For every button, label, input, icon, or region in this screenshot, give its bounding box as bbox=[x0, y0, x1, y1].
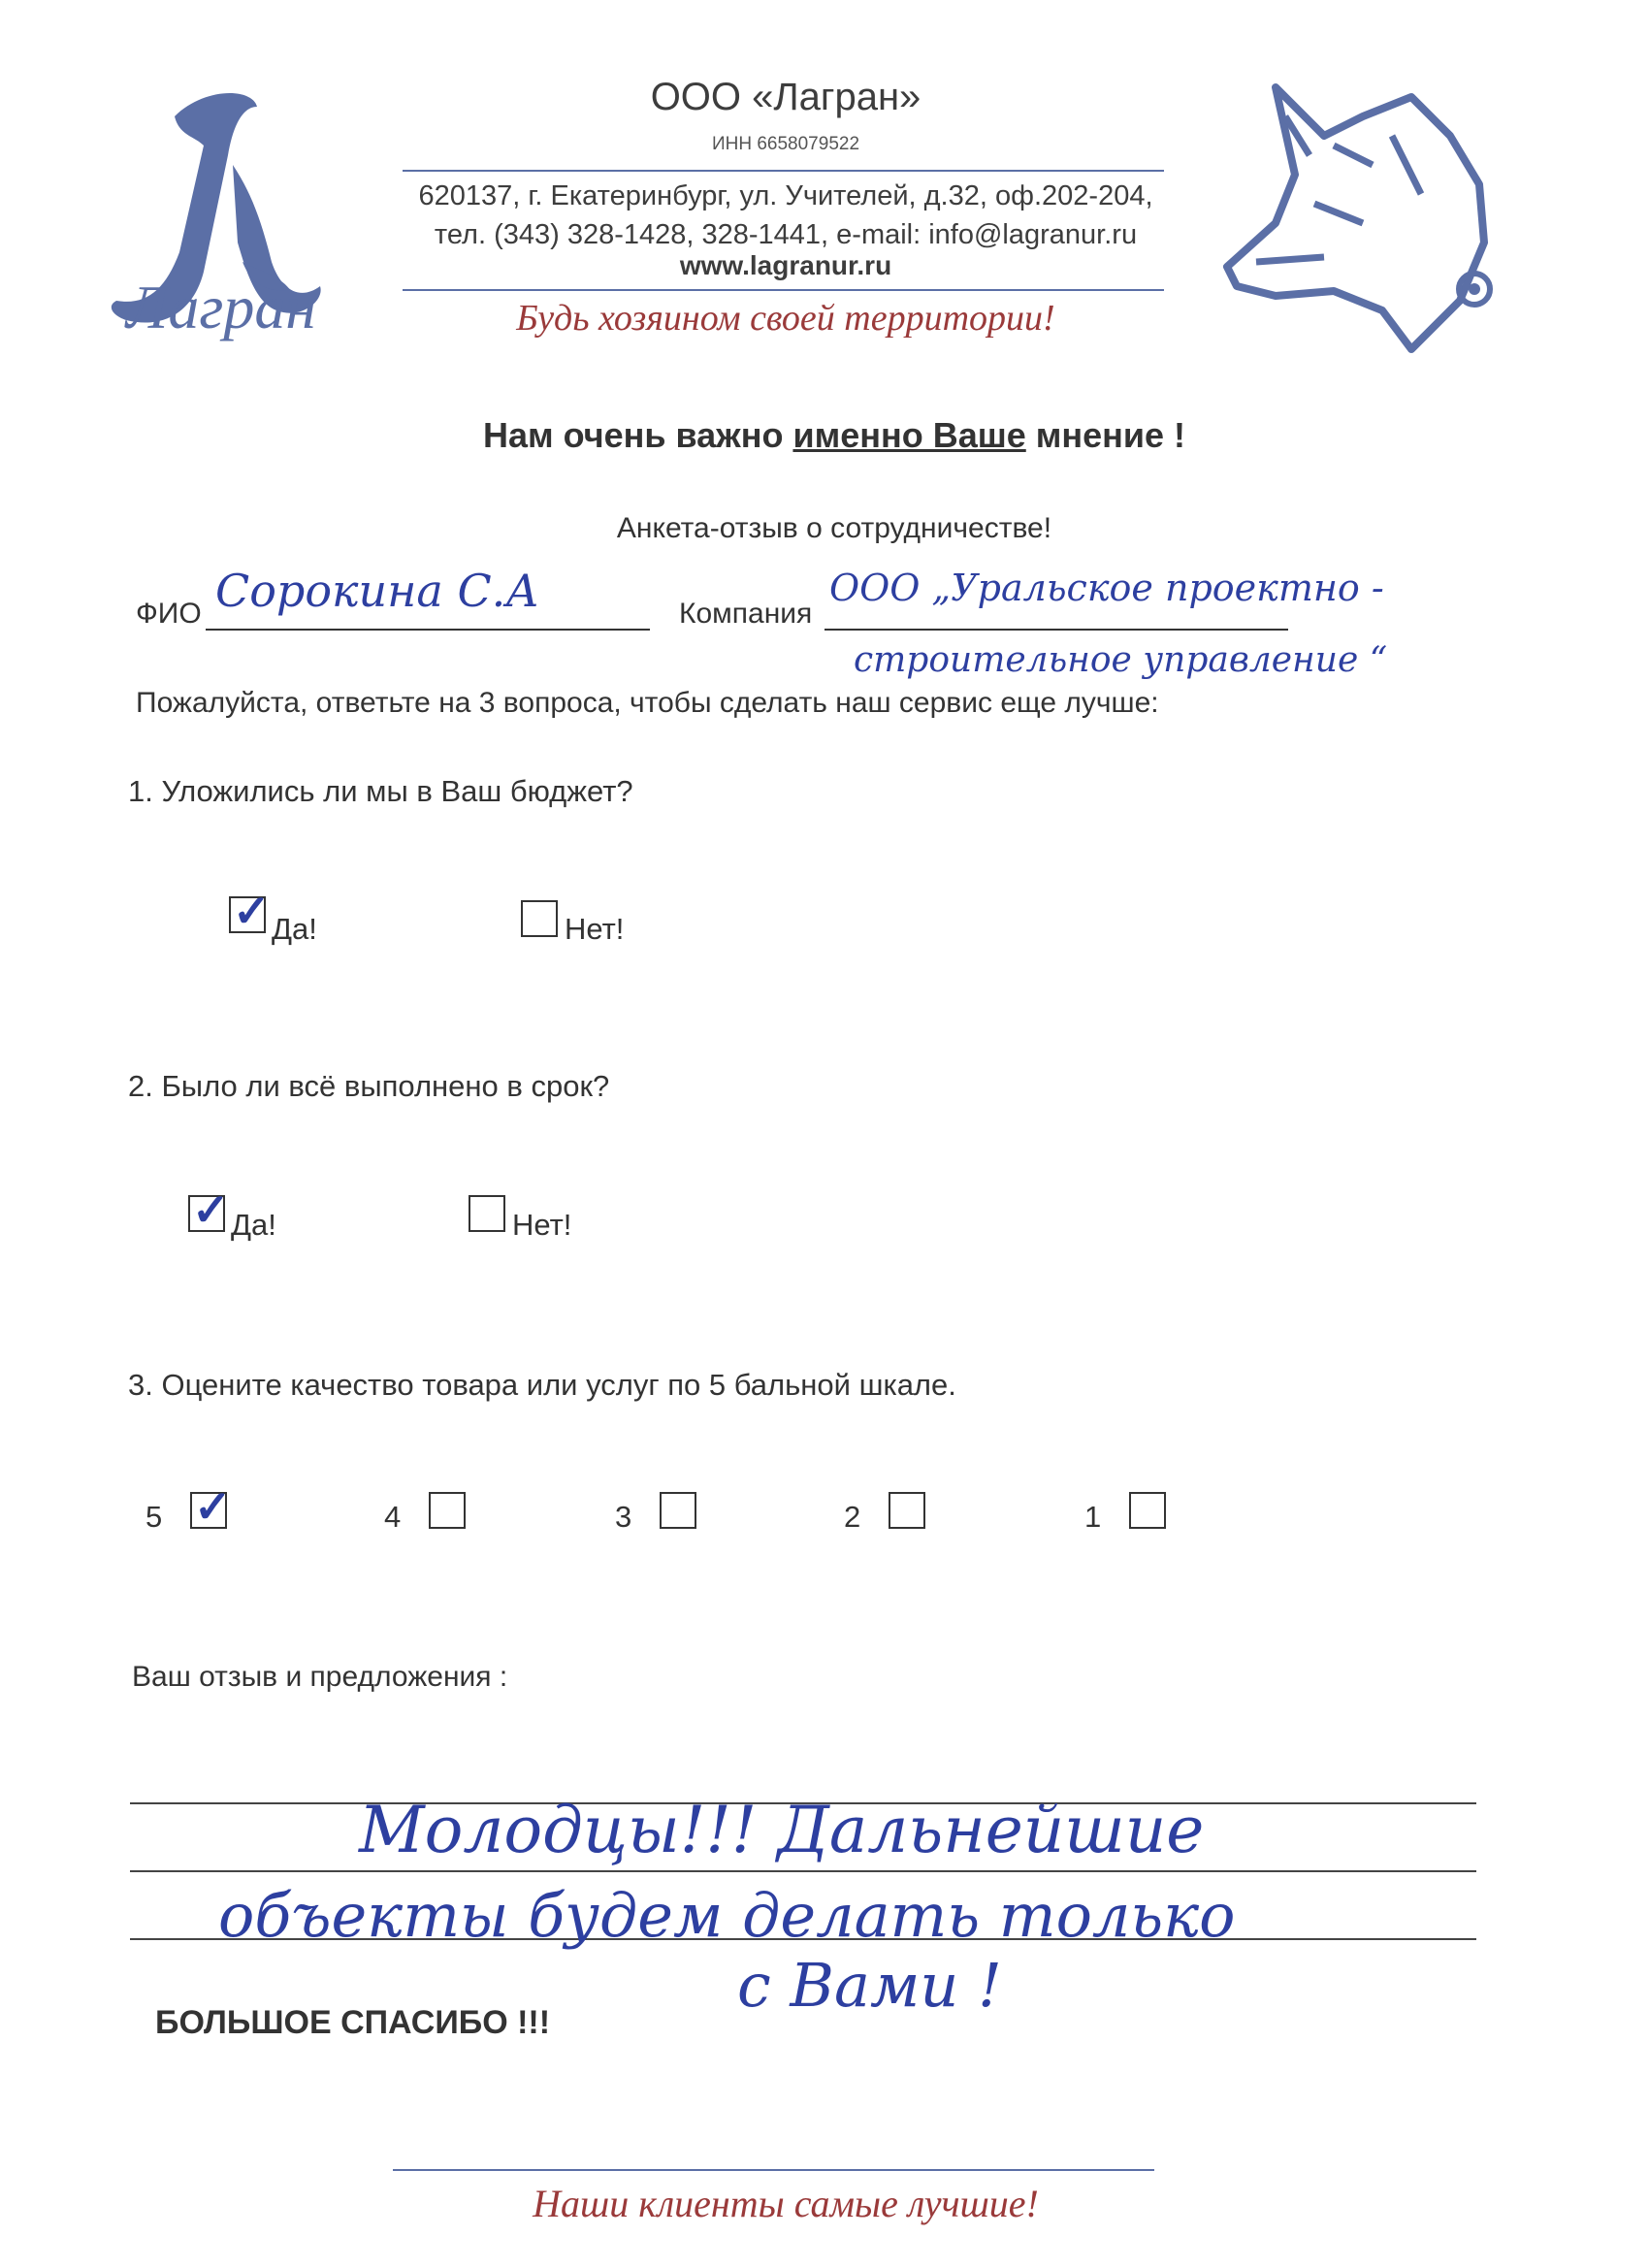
intro-text: Пожалуйста, ответьте на 3 вопроса, чтобы сделать наш сервис еще лучше: bbox=[136, 687, 1159, 719]
rating-2-checkbox[interactable] bbox=[889, 1492, 925, 1529]
q2-no-label: Нет! bbox=[512, 1208, 572, 1242]
checkmark-icon: ✓ bbox=[233, 886, 271, 936]
footer-divider bbox=[393, 2169, 1154, 2171]
rating-3-label: 3 bbox=[615, 1500, 632, 1534]
q2-yes-label: Да! bbox=[231, 1208, 276, 1242]
company-address bbox=[388, 177, 1183, 254]
lagran-logo bbox=[58, 78, 378, 359]
q1-no-checkbox[interactable] bbox=[521, 900, 558, 937]
rating-1-checkbox[interactable] bbox=[1129, 1492, 1166, 1529]
feedback-label: Ваш отзыв и предложения : bbox=[132, 1661, 508, 1693]
company-value-continued: строительное управление “ bbox=[854, 640, 1388, 680]
q2-no-checkbox[interactable] bbox=[469, 1195, 505, 1232]
rating-1-label: 1 bbox=[1084, 1500, 1102, 1534]
q1-yes-label: Да! bbox=[272, 912, 317, 946]
page-title bbox=[291, 415, 1377, 456]
question-3: 3. Оцените качество товара или услуг по 5 бальной шкале. bbox=[128, 1368, 956, 1402]
feedback-text-line1: Молодцы!!! Дальнейшие bbox=[359, 1793, 1205, 1867]
feedback-text-line2: объекты будем делать только bbox=[218, 1880, 1236, 1951]
feedback-text-line3: с Вами ! bbox=[737, 1950, 1002, 2021]
rating-5-checkbox[interactable] bbox=[190, 1481, 232, 1532]
q1-yes-checkbox[interactable] bbox=[229, 886, 271, 936]
q1-no-label: Нет! bbox=[565, 912, 625, 946]
header-divider bbox=[403, 289, 1164, 291]
q2-yes-checkbox[interactable] bbox=[188, 1184, 230, 1235]
fio-label: ФИО bbox=[136, 598, 202, 630]
company-inn: ИНН 6658079522 bbox=[711, 134, 860, 154]
question-2: 2. Было ли всё выполнено в срок? bbox=[128, 1069, 610, 1103]
wolf-logo-icon bbox=[1217, 78, 1528, 359]
fio-value: Сорокина С.А bbox=[215, 565, 540, 617]
title-emphasis: именно Ваше bbox=[792, 415, 1026, 455]
header-divider bbox=[403, 170, 1164, 172]
company-name: ООО «Лагран» bbox=[650, 76, 922, 118]
comment-line bbox=[130, 1870, 1476, 1872]
question-1: 1. Уложились ли мы в Ваш бюджет? bbox=[128, 774, 633, 808]
footer-slogan: Наши клиенты самые лучшие! bbox=[533, 2182, 1039, 2225]
address-line: 620137, г. Екатеринбург, ул. Учителей, д.32, оф.202-204, bbox=[418, 180, 1153, 211]
company-website: www.lagranur.ru bbox=[679, 250, 892, 280]
rating-4-checkbox[interactable] bbox=[429, 1492, 466, 1529]
company-value: ООО „Уральское проектно - bbox=[829, 567, 1384, 609]
company-field[interactable] bbox=[824, 567, 1384, 631]
thanks-text: БОЛЬШОЕ СПАСИБО !!! bbox=[155, 2004, 551, 2041]
checkmark-icon: ✓ bbox=[194, 1481, 232, 1532]
logo-wordmark: Лагран bbox=[126, 273, 317, 341]
rating-2-label: 2 bbox=[844, 1500, 861, 1534]
company-label: Компания bbox=[679, 598, 813, 630]
title-part: Нам очень важно bbox=[482, 415, 793, 455]
rating-4-label: 4 bbox=[384, 1500, 402, 1534]
rating-5-label: 5 bbox=[146, 1500, 163, 1534]
title-part: мнение ! bbox=[1025, 415, 1186, 455]
rating-3-checkbox[interactable] bbox=[660, 1492, 696, 1529]
form-subtitle: Анкета-отзыв о сотрудничестве! bbox=[616, 512, 1052, 544]
company-slogan: Будь хозяином своей территории! bbox=[516, 298, 1055, 339]
contacts-line: тел. (343) 328-1428, 328-1441, e-mail: info@lagranur.ru bbox=[434, 219, 1138, 250]
checkmark-icon: ✓ bbox=[192, 1184, 230, 1235]
fio-field[interactable] bbox=[206, 565, 650, 631]
